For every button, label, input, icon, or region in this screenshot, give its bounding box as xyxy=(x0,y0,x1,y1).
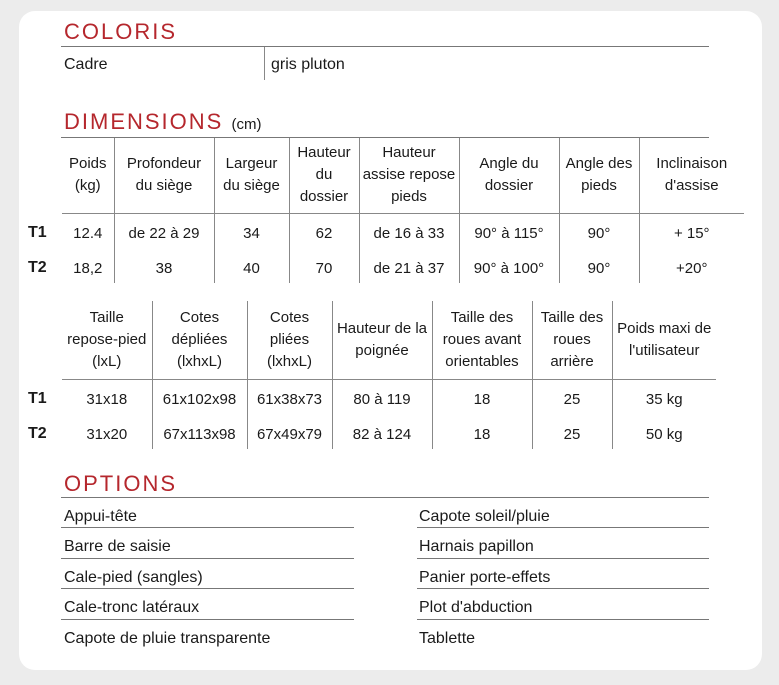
row-size-label: T2 xyxy=(28,425,47,442)
coloris-value: gris pluton xyxy=(271,56,345,73)
table-cell: 80 à 119 xyxy=(332,379,432,419)
column-header: Profondeur du siège xyxy=(114,138,214,213)
table-cell: 35 kg xyxy=(612,379,716,419)
table-cell: 90° xyxy=(559,253,639,283)
option-rule xyxy=(61,588,354,589)
option-rule xyxy=(417,558,709,559)
table-cell: 25 xyxy=(532,379,612,419)
table-cell: 70 xyxy=(289,253,359,283)
option-rule xyxy=(61,558,354,559)
table-cell: de 22 à 29 xyxy=(114,213,214,253)
table-cell: 31x20 xyxy=(86,425,128,443)
table-cell: 34 xyxy=(214,213,289,253)
table-cell: de 21 à 37 xyxy=(359,253,459,283)
option-rule xyxy=(61,619,354,620)
column-header: Inclinaison d'assise xyxy=(639,138,744,213)
option-item: Panier porte-effets xyxy=(419,569,551,586)
coloris-label: Cadre xyxy=(64,56,108,73)
table-cell: 90° xyxy=(559,213,639,253)
dimensions-title-text: DIMENSIONS xyxy=(64,109,224,134)
coloris-divider xyxy=(264,47,265,80)
table-cell: 12.4 xyxy=(73,224,103,242)
option-item: Barre de saisie xyxy=(64,538,171,555)
dimensions-table-2 xyxy=(26,301,716,449)
table-cell: 50 kg xyxy=(612,419,716,449)
option-item: Cale-tronc latéraux xyxy=(64,599,200,616)
table-cell: +20° xyxy=(639,253,744,283)
table-cell: 61x38x73 xyxy=(247,379,332,419)
option-item: Harnais papillon xyxy=(419,538,534,555)
column-header: Taille des roues avant orientables xyxy=(432,301,532,379)
table-cell: de 16 à 33 xyxy=(359,213,459,253)
table-cell: 31x18 xyxy=(86,390,128,408)
dimensions-title xyxy=(64,109,261,135)
table-cell: 62 xyxy=(289,213,359,253)
option-rule xyxy=(417,527,709,528)
table-cell: 67x49x79 xyxy=(247,419,332,449)
option-item: Cale-pied (sangles) xyxy=(64,569,203,586)
coloris-rule xyxy=(61,46,709,47)
corner-cell xyxy=(26,301,62,379)
option-rule xyxy=(61,527,354,528)
coloris-title: COLORIS xyxy=(64,19,178,44)
table-cell: 38 xyxy=(114,253,214,283)
table-cell: 18 xyxy=(432,379,532,419)
table-cell: 90° à 100° xyxy=(459,253,559,283)
option-item: Appui-tête xyxy=(64,508,137,525)
table-cell: 18,2 xyxy=(73,259,103,277)
table-cell: 18 xyxy=(432,419,532,449)
column-header: Cotes pliées (lxhxL) xyxy=(247,301,332,379)
option-rule xyxy=(417,619,709,620)
column-header: Taille des roues arrière xyxy=(532,301,612,379)
table-row xyxy=(26,379,716,419)
table-cell: 82 à 124 xyxy=(332,419,432,449)
column-header: Angle des pieds xyxy=(559,138,639,213)
column-header: Hauteur assise repose pieds xyxy=(359,138,459,213)
column-header: Largeur du siège xyxy=(214,138,289,213)
dimensions-unit: (cm) xyxy=(231,116,262,133)
options-rule xyxy=(61,497,709,498)
table-row xyxy=(26,213,744,253)
option-item: Tablette xyxy=(419,630,476,647)
table-row xyxy=(26,253,744,283)
column-header: Angle du dossier xyxy=(459,138,559,213)
option-item: Capote de pluie transparente xyxy=(64,630,271,647)
dimensions-table-1 xyxy=(26,138,744,283)
table-cell: 40 xyxy=(214,253,289,283)
row-size-label: T1 xyxy=(28,390,47,407)
column-header: Hauteur de la poignée xyxy=(332,301,432,379)
option-rule xyxy=(417,588,709,589)
corner-cell xyxy=(26,138,62,213)
table-cell: 61x102x98 xyxy=(152,379,247,419)
row-size-label: T2 xyxy=(28,259,47,276)
column-header: Cotes dépliées (lxhxL) xyxy=(152,301,247,379)
table-cell: 25 xyxy=(532,419,612,449)
table-cell: + 15° xyxy=(639,213,744,253)
row-size-label: T1 xyxy=(28,224,47,241)
table-cell: 90° à 115° xyxy=(459,213,559,253)
column-header: Taille repose-pied (lxL) xyxy=(62,301,152,379)
column-header: Poids maxi de l'utilisateur xyxy=(612,301,716,379)
table-row xyxy=(26,419,716,449)
column-header: Poids (kg) xyxy=(62,138,114,213)
option-item: Capote soleil/pluie xyxy=(419,508,550,525)
options-title: OPTIONS xyxy=(64,471,178,496)
option-item: Plot d'abduction xyxy=(419,599,533,616)
table-cell: 67x113x98 xyxy=(152,419,247,449)
column-header: Hauteur du dossier xyxy=(289,138,359,213)
